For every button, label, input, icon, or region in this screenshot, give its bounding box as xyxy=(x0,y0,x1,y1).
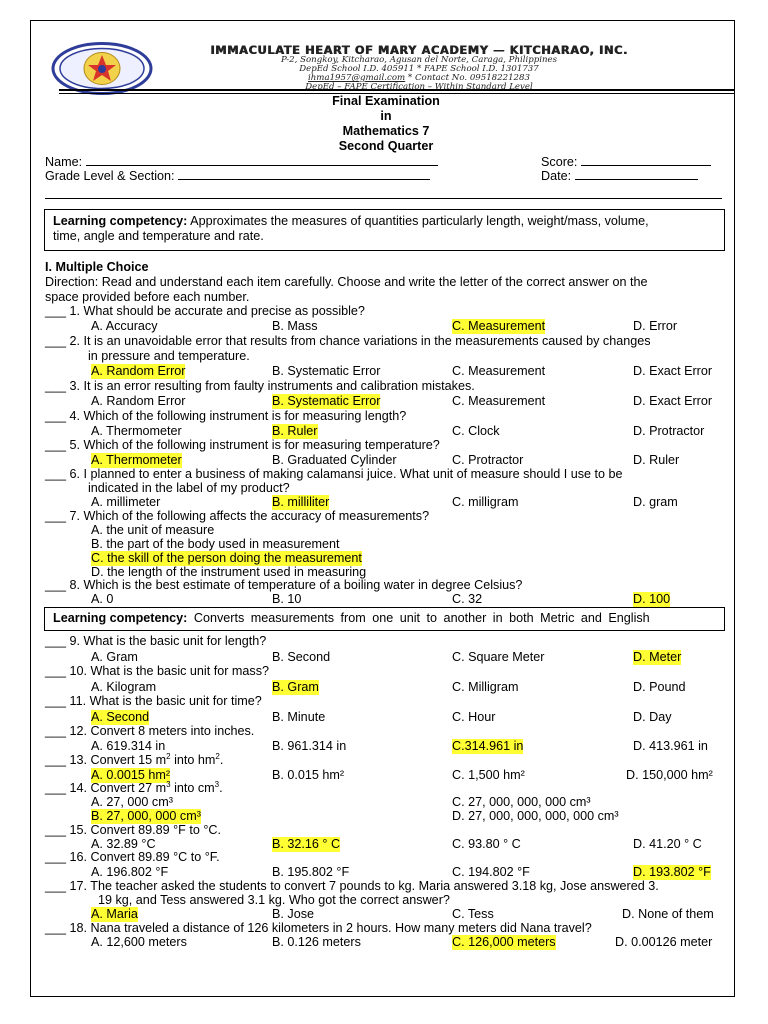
q7-choice-a: A. the unit of measure xyxy=(91,523,215,537)
q18-choice-a: A. 12,600 meters xyxy=(91,935,187,949)
exam-title: Final Examination xyxy=(332,94,440,108)
q1-choice-a: A. Accuracy xyxy=(91,319,158,333)
question-14: ___ 14. Convert 27 $m^3$ into $cm^3$. xyxy=(45,779,223,795)
question-6: ___ 6. I planned to enter a business of making calamansi juice. What unit of measure should I use to be xyxy=(45,467,623,481)
school-ids: DepEd School I.D. 405911 * FAPE School I.D. 1301737 xyxy=(299,64,539,74)
question-16: ___ 16. Convert 89.89 °C to °F. xyxy=(45,850,220,864)
q11-choice-c: C. Hour xyxy=(452,710,496,724)
q16-choice-a: A. 196.802 °F xyxy=(91,865,169,879)
q3-choice-c: C. Measurement xyxy=(452,394,546,408)
q8-choice-b: B. 10 xyxy=(272,592,302,606)
competency-box-2: Learning competency: Converts measurements from one unit to another in both Metric and English xyxy=(44,607,725,631)
question-10: ___ 10. What is the basic unit for mass? xyxy=(45,664,270,678)
q15-choice-c: C. 93.80 ° C xyxy=(452,837,521,851)
question-17-cont: 19 kg, and Tess answered 3.1 kg. Who got the correct answer? xyxy=(98,893,450,907)
q8-choice-a: A. 0 xyxy=(91,592,114,606)
date-field[interactable]: Date: xyxy=(541,167,698,184)
q5-choice-a: A. Thermometer xyxy=(91,453,182,467)
q12-choice-a: A. 619.314 in xyxy=(91,739,166,753)
q6-choice-b: B. milliliter xyxy=(272,495,330,509)
q14-choice-d: D. 27, 000, 000, 000, 000 cm³ xyxy=(452,809,619,823)
q16-choice-d: D. 193.802 °F xyxy=(633,865,711,879)
q6-choice-d: D. gram xyxy=(633,495,678,509)
school-name: IMMACULATE HEART OF MARY ACADEMY — KITCHARAO, INC. xyxy=(210,43,628,57)
q9-choice-a: A. Gram xyxy=(91,650,138,664)
score-input-line[interactable] xyxy=(581,153,711,166)
q3-choice-a: A. Random Error xyxy=(91,394,186,408)
question-9: ___ 9. What is the basic unit for length? xyxy=(45,634,267,648)
exam-title-in: in xyxy=(380,109,392,123)
q18-choice-d: D. 0.00126 meter xyxy=(615,935,713,949)
q1-choice-b: B. Mass xyxy=(272,319,318,333)
q2-choice-c: C. Measurement xyxy=(452,364,546,378)
q4-choice-d: D. Protractor xyxy=(633,424,705,438)
q16-choice-b: B. 195.802 °F xyxy=(272,865,350,879)
grade-section-field[interactable]: Grade Level & Section: xyxy=(45,167,430,184)
q9-choice-c: C. Square Meter xyxy=(452,650,545,664)
q5-choice-b: B. Graduated Cylinder xyxy=(272,453,397,467)
grade-section-input-line[interactable] xyxy=(178,167,430,180)
q12-choice-c: C.314.961 in xyxy=(452,739,524,753)
q18-choice-b: B. 0.126 meters xyxy=(272,935,361,949)
q2-choice-a: A. Random Error xyxy=(91,364,186,378)
question-12: ___ 12. Convert 8 meters into inches. xyxy=(45,724,255,738)
q9-choice-b: B. Second xyxy=(272,650,331,664)
school-seal-icon xyxy=(51,41,153,96)
q12-choice-b: B. 961.314 in xyxy=(272,739,347,753)
q16-choice-c: C. 194.802 °F xyxy=(452,865,530,879)
fields-divider xyxy=(45,198,722,199)
score-field[interactable]: Score: xyxy=(541,153,711,170)
q13-choice-b: B. 0.015 hm² xyxy=(272,768,345,782)
q15-choice-d: D. 41.20 ° C xyxy=(633,837,702,851)
school-certification: DepEd – FAPE Certification – Within Standard Level xyxy=(305,82,533,92)
q7-choice-c: C. the skill of the person doing the measurement xyxy=(91,551,362,565)
question-3: ___ 3. It is an error resulting from faulty instruments and calibration mistakes. xyxy=(45,379,475,393)
q3-choice-b: B. Systematic Error xyxy=(272,394,381,408)
q2-choice-b: B. Systematic Error xyxy=(272,364,381,378)
q13-choice-a: A. 0.0015 hm² xyxy=(91,768,171,782)
header-rule xyxy=(59,89,734,91)
q14-choice-a: A. 27, 000 cm³ xyxy=(91,795,173,809)
section-heading: I. Multiple Choice xyxy=(45,260,149,274)
question-11: ___ 11. What is the basic unit for time? xyxy=(45,694,262,708)
q17-choice-d: D. None of them xyxy=(622,907,714,921)
q4-choice-b: B. Ruler xyxy=(272,424,318,438)
name-field[interactable]: Name: xyxy=(45,153,438,170)
question-18: ___ 18. Nana traveled a distance of 126 kilometers in 2 hours. How many meters did Nana travel? xyxy=(45,921,592,935)
q7-choice-d: D. the length of the instrument used in measuring xyxy=(91,565,367,579)
q1-choice-c: C. Measurement xyxy=(452,319,546,333)
school-email-link[interactable]: ihma1957@gmail.com xyxy=(308,73,406,83)
q17-choice-b: B. Jose xyxy=(272,907,314,921)
question-2-cont: in pressure and temperature. xyxy=(88,349,250,363)
question-13: ___ 13. Convert 15 $m^2$ into $hm^2$. xyxy=(45,751,224,767)
q11-choice-d: D. Day xyxy=(633,710,672,724)
q11-choice-b: B. Minute xyxy=(272,710,326,724)
q17-choice-c: C. Tess xyxy=(452,907,494,921)
direction-line-2: space provided before each number. xyxy=(45,290,250,304)
question-2: ___ 2. It is an unavoidable error that results from chance variations in the measurements caused by changes xyxy=(45,334,651,348)
question-4: ___ 4. Which of the following instrument is for measuring length? xyxy=(45,409,407,423)
q11-choice-a: A. Second xyxy=(91,710,150,724)
q6-choice-c: C. milligram xyxy=(452,495,519,509)
q5-choice-d: D. Ruler xyxy=(633,453,680,467)
q13-choice-c: C. 1,500 hm² xyxy=(452,768,525,782)
q14-choice-c: C. 27, 000, 000, 000 cm³ xyxy=(452,795,591,809)
q10-choice-b: B. Gram xyxy=(272,680,319,694)
q14-choice-b: B. 27, 000, 000 cm³ xyxy=(91,809,201,823)
q9-choice-d: D. Meter xyxy=(633,650,682,664)
q7-choice-b: B. the part of the body used in measurement xyxy=(91,537,340,551)
q5-choice-c: C. Protractor xyxy=(452,453,524,467)
q13-choice-d: D. 150,000 hm² xyxy=(626,768,713,782)
exam-quarter: Second Quarter xyxy=(338,139,434,153)
q4-choice-a: A. Thermometer xyxy=(91,424,182,438)
direction-line-1: Direction: Read and understand each item carefully. Choose and write the letter of the correct answer on the xyxy=(45,275,648,289)
question-17: ___ 17. The teacher asked the students to convert 7 pounds to kg. Maria answered 3.18 kg, Jose answered 3. xyxy=(45,879,659,893)
question-15: ___ 15. Convert 89.89 °F to °C. xyxy=(45,823,221,837)
q8-choice-c: C. 32 xyxy=(452,592,483,606)
q10-choice-a: A. Kilogram xyxy=(91,680,157,694)
q18-choice-c: C. 126,000 meters xyxy=(452,935,556,949)
q15-choice-a: A. 32.89 °C xyxy=(91,837,156,851)
q10-choice-c: C. Milligram xyxy=(452,680,519,694)
question-8: ___ 8. Which is the best estimate of temperature of a boiling water in degree Celsius? xyxy=(45,578,523,592)
q15-choice-b: B. 32.16 ° C xyxy=(272,837,341,851)
question-1: ___ 1. What should be accurate and precise as possible? xyxy=(45,304,365,318)
q1-choice-d: D. Error xyxy=(633,319,678,333)
q6-choice-a: A. millimeter xyxy=(91,495,161,509)
school-contact: ihma1957@gmail.com * Contact No. 09518221283 xyxy=(308,73,530,83)
q17-choice-a: A. Maria xyxy=(91,907,138,921)
competency-box-1: Learning competency: Approximates the measures of quantities particularly length, weight/mass, volume, time, angle and temperature and rate. xyxy=(44,209,725,251)
q10-choice-d: D. Pound xyxy=(633,680,686,694)
date-input-line[interactable] xyxy=(575,167,698,180)
q3-choice-d: D. Exact Error xyxy=(633,394,713,408)
q12-choice-d: D. 413.961 in xyxy=(633,739,708,753)
question-5: ___ 5. Which of the following instrument is for measuring temperature? xyxy=(45,438,440,452)
exam-subject: Mathematics 7 xyxy=(342,124,430,138)
q4-choice-c: C. Clock xyxy=(452,424,500,438)
name-input-line[interactable] xyxy=(86,153,438,166)
q8-choice-d: D. 100 xyxy=(633,592,671,606)
question-6-cont: indicated in the label of my product? xyxy=(88,481,290,495)
school-address: P-2, Songkoy, Kitcharao, Agusan del Norte, Caraga, Philippines xyxy=(280,55,558,65)
exam-page xyxy=(30,20,735,997)
question-7: ___ 7. Which of the following affects the accuracy of measurements? xyxy=(45,509,430,523)
q2-choice-d: D. Exact Error xyxy=(633,364,713,378)
